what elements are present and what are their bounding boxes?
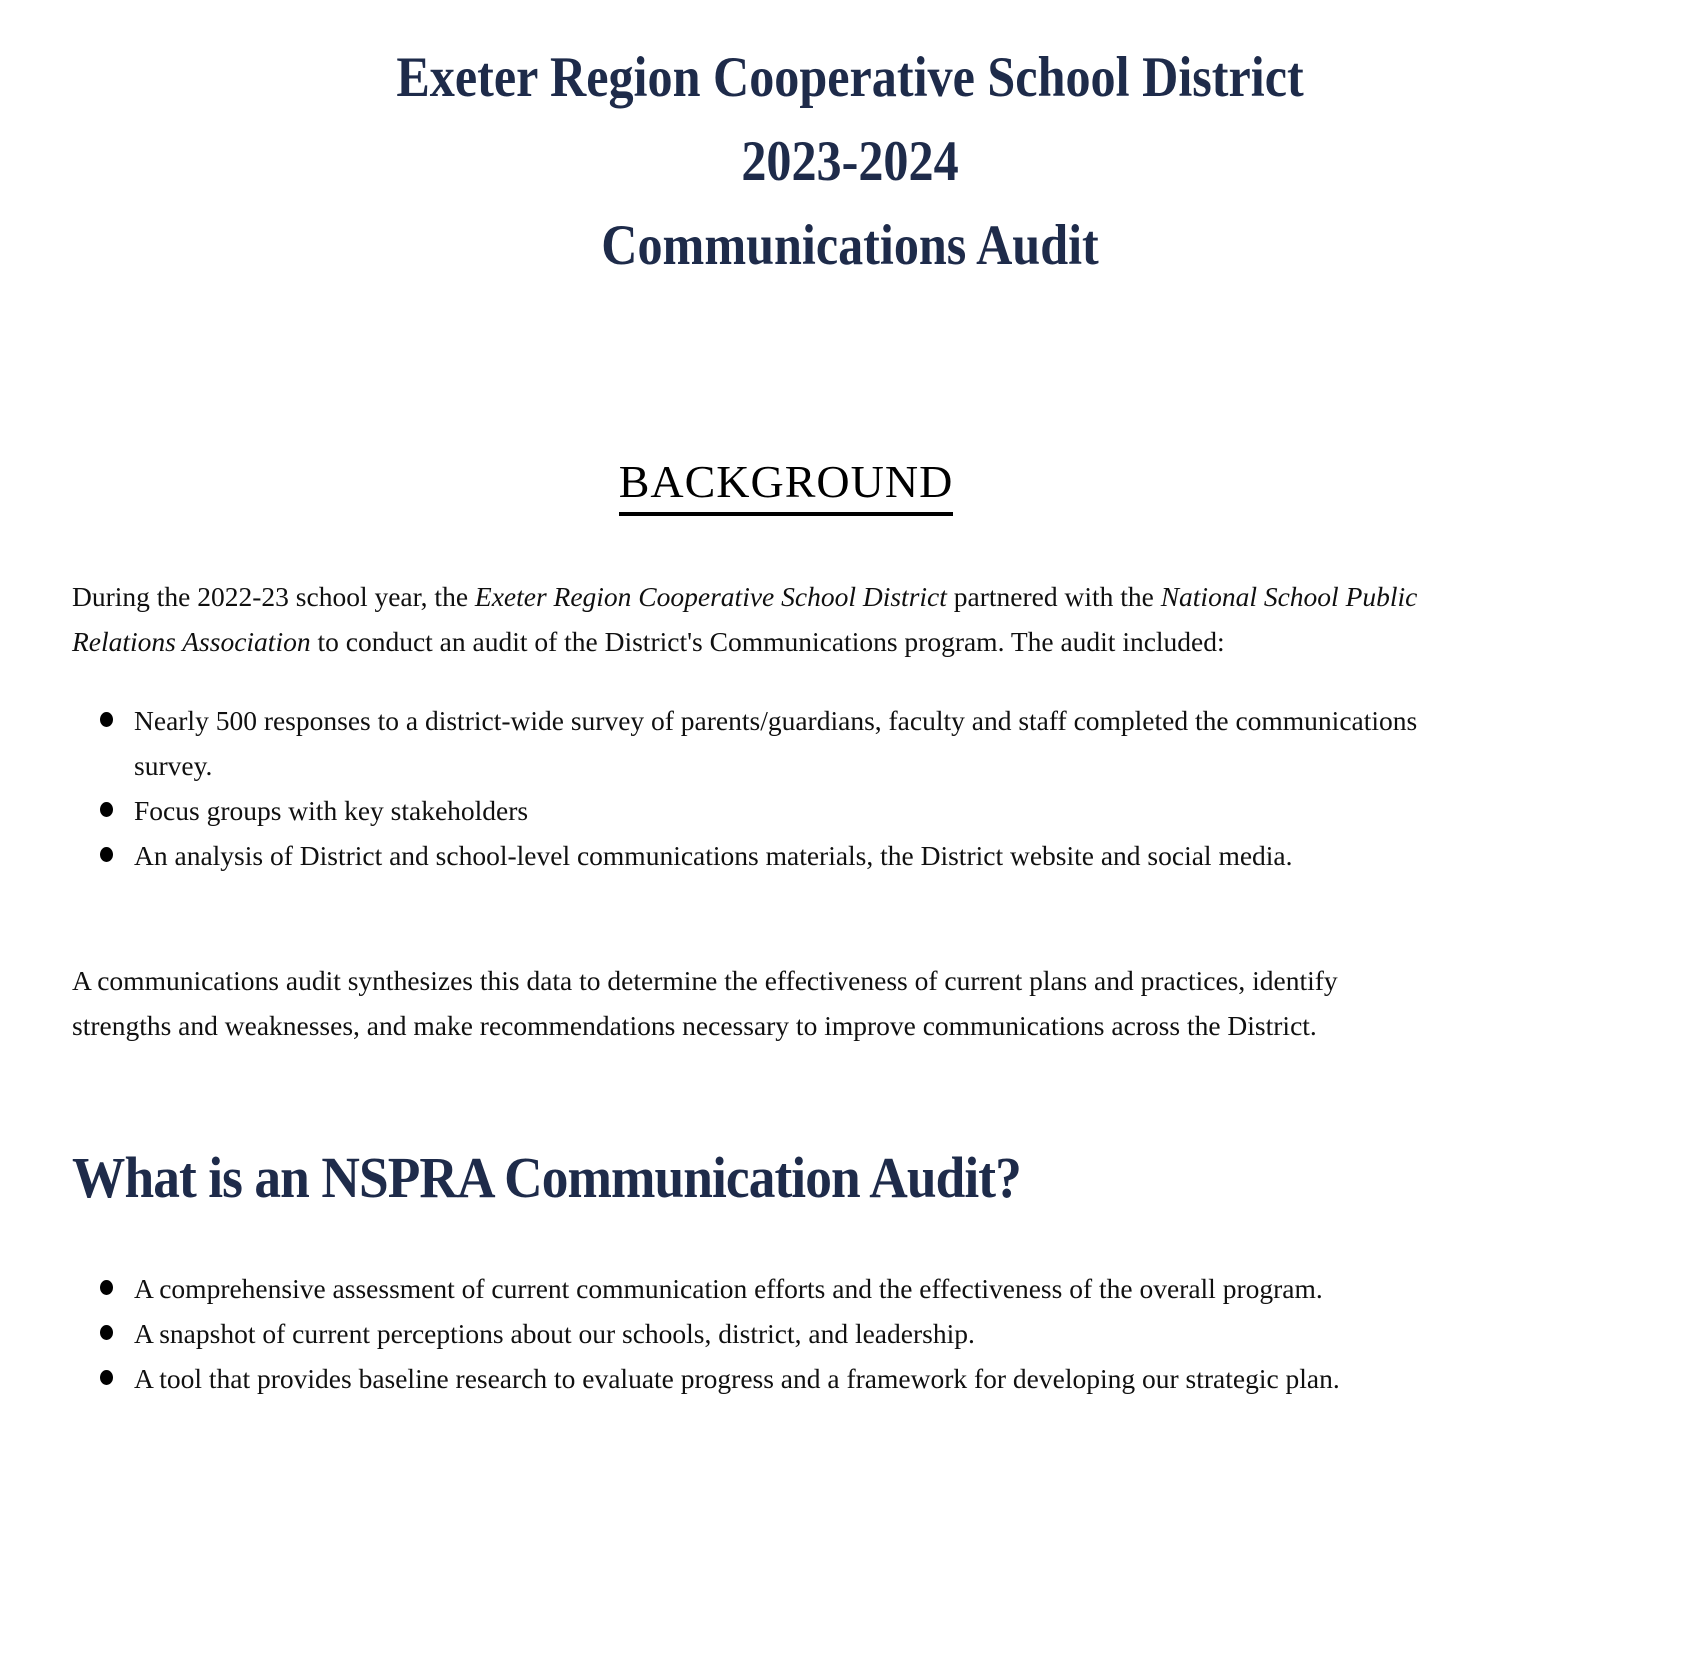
intro-text-1: During the 2022-23 school year, the — [72, 580, 475, 612]
background-section — [72, 453, 1500, 1048]
nspra-section — [72, 1143, 1500, 1402]
list-item-text: A tool that provides baseline research to evaluate progress and a framework for developing our strategic plan. — [134, 1363, 1340, 1395]
title-line-district: Exeter Region Cooperative School District — [396, 46, 1304, 109]
title-line-audit: Communications Audit — [601, 214, 1099, 277]
intro-text-3: to conduct an audit of the District's Communications program. The audit included: — [310, 625, 1225, 657]
list-item-text: An analysis of District and school-level communications materials, the District website and social media. — [134, 839, 1293, 871]
bullet-icon — [100, 802, 113, 817]
list-item — [72, 1311, 1500, 1356]
list-item — [72, 1266, 1500, 1311]
bullet-icon — [100, 1325, 113, 1340]
audit-components-list — [72, 698, 1500, 878]
list-item — [72, 1356, 1500, 1401]
background-intro-paragraph — [72, 574, 1442, 664]
nspra-definition-list — [72, 1266, 1500, 1401]
background-summary-paragraph: A communications audit synthesizes this data to determine the effectiveness of current plans and practices, identify strengths and weaknesses, and make recommendations necessary to improve communications across the District. — [72, 964, 1338, 1041]
list-item-text: A comprehensive assessment of current communication efforts and the effectiveness of the overall program. — [134, 1273, 1323, 1305]
background-heading-row — [72, 453, 1500, 516]
list-item-text: Nearly 500 responses to a district-wide survey of parents/guardians, faculty and staff completed the communications survey. — [134, 704, 1418, 781]
bullet-icon — [100, 1370, 113, 1385]
bullet-icon — [100, 1280, 113, 1295]
nspra-heading: What is an NSPRA Communication Audit? — [72, 1144, 1021, 1210]
list-item — [72, 833, 1500, 878]
bullet-icon — [100, 847, 113, 862]
list-item-text: Focus groups with key stakeholders — [134, 794, 529, 826]
intro-text-2: partnered with the — [946, 580, 1161, 612]
bullet-icon — [100, 712, 113, 727]
intro-italic-district: Exeter Region Cooperative School District — [474, 580, 947, 612]
intro-italic-nspra: National School Public Relations Association — [72, 580, 1418, 657]
list-item — [72, 698, 1500, 788]
list-item — [72, 788, 1500, 833]
background-heading: BACKGROUND — [619, 453, 954, 516]
title-line-year: 2023-2024 — [741, 130, 959, 193]
list-item-text: A snapshot of current perceptions about our schools, district, and leadership. — [134, 1318, 975, 1350]
document-title-block — [102, 0, 1598, 288]
